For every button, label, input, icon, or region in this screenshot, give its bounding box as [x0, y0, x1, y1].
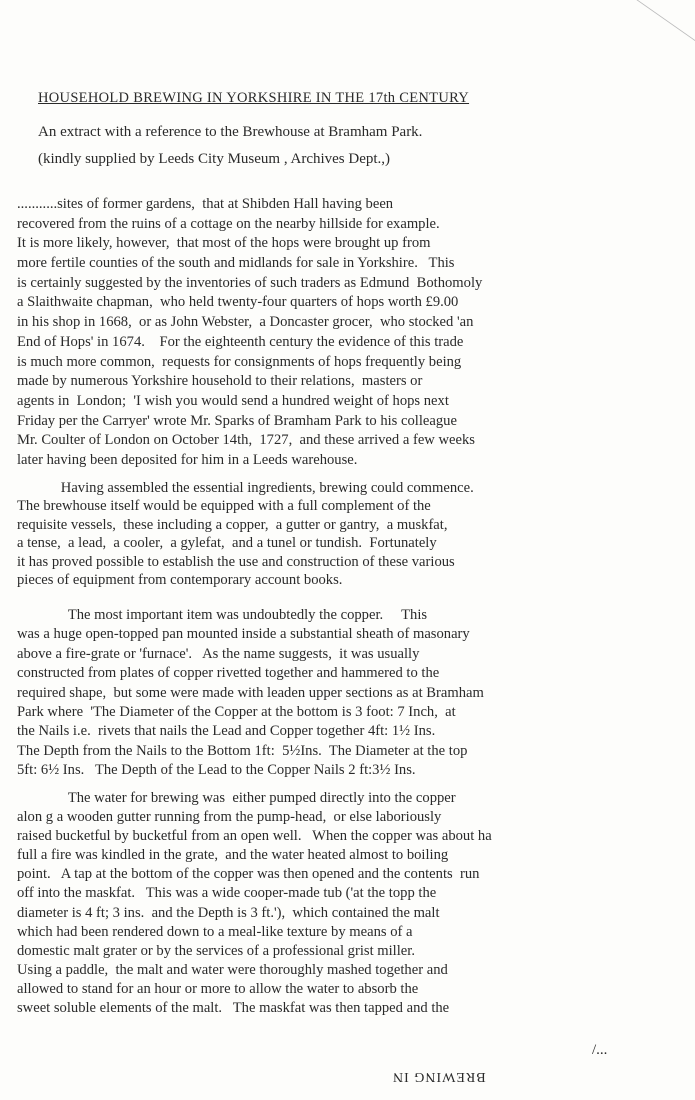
text-line: ...........sites of former gardens, that at Shibden Hall having been — [17, 196, 394, 212]
text-line: pieces of equipment from contemporary account books. — [17, 571, 343, 588]
text-line: a Slaithwaite chapman, who held twenty-four quarters of hops worth £9.00 — [17, 294, 459, 311]
text-line: diameter is 4 ft; 3 ins. and the Depth is 3 ft.'), which contained the malt — [17, 904, 440, 921]
text-line: Friday per the Carryer' wrote Mr. Sparks of Bramham Park to his colleague — [17, 412, 457, 429]
text-line: agents in London; 'I wish you would send a hundred weight of hops next — [17, 392, 449, 409]
text-line: constructed from plates of copper rivetted together and hammered to the — [17, 665, 440, 682]
document-title: HOUSEHOLD BREWING IN YORKSHIRE IN THE 17th CENTURY — [38, 90, 470, 106]
text-line: sweet soluble elements of the malt. The maskfat was then tapped and the — [17, 1000, 450, 1017]
text-line: was a huge open-topped pan mounted inside a substantial sheath of masonary — [17, 626, 470, 643]
text-line: The brewhouse itself would be equipped with a full complement of the — [17, 498, 431, 515]
text-line: recovered from the ruins of a cottage on the nearby hillside for example. — [17, 215, 440, 232]
text-line: domestic malt grater or by the services of a professional grist miller. — [17, 942, 415, 959]
text-line: a tense, a lead, a cooler, a gylefat, and a tunel or tundish. Fortunately — [17, 535, 437, 552]
text-line: which had been rendered down to a meal-like texture by means of a — [17, 923, 413, 940]
text-line: is much more common, requests for consignments of hops frequently being — [17, 353, 462, 370]
text-line: the Nails i.e. rivets that nails the Lead and Copper together 4ft: 1½ Ins. — [17, 723, 436, 740]
text-line: Using a paddle, the malt and water were thoroughly mashed together and — [17, 961, 448, 978]
text-line: requisite vessels, these including a copper, a gutter or gantry, a muskfat, — [17, 516, 448, 533]
text-line: raised bucketful by bucketful from an open well. When the copper was about ha — [17, 828, 492, 845]
text-line: allowed to stand for an hour or more to allow the water to absorb the — [17, 980, 419, 997]
folded-corner — [635, 0, 695, 41]
text-line: The water for brewing was either pumped directly into the copper — [17, 790, 456, 806]
text-line: above a fire-grate or 'furnace'. As the name suggests, it was usually — [17, 645, 420, 662]
paragraph-2 — [17, 479, 474, 589]
text-line: required shape, but some were made with leaden upper sections as at Bramham — [17, 684, 484, 701]
text-line: it has proved possible to establish the use and construction of these various — [17, 553, 455, 570]
paragraph-3 — [17, 606, 484, 781]
text-line: 5ft: 6½ Ins. The Depth of the Lead to the Copper Nails 2 ft:3½ Ins. — [17, 762, 416, 779]
text-line: Mr. Coulter of London on October 14th, 1727, and these arrived a few weeks — [17, 432, 475, 449]
continuation-mark: /... — [592, 1042, 608, 1058]
text-line: alon g a wooden gutter running from the pump-head, or else laboriously — [17, 809, 442, 826]
text-line: The most important item was undoubtedly the copper. This — [17, 607, 428, 623]
paragraph-4 — [17, 789, 492, 1018]
text-line: off into the maskfat. This was a wide cooper-made tub ('at the topp the — [17, 885, 437, 902]
paragraph-1 — [17, 195, 482, 471]
text-line: later having been deposited for him in a Leeds warehouse. — [17, 451, 358, 468]
text-line: It is more likely, however, that most of the hops were brought up from — [17, 235, 431, 252]
text-line: made by numerous Yorkshire household to their relations, masters or — [17, 373, 423, 390]
text-line: End of Hops' in 1674. For the eighteenth century the evidence of this trade — [17, 333, 464, 350]
credit-line: (kindly supplied by Leeds City Museum , Archives Dept.,) — [38, 151, 391, 167]
text-line: point. A tap at the bottom of the copper was then opened and the contents run — [17, 866, 480, 883]
subtitle: An extract with a reference to the Brewhouse at Bramham Park. — [38, 124, 423, 140]
next-page-header-inverted: BREWING IN — [392, 1069, 486, 1084]
text-line: is certainly suggested by the inventories of such traders as Edmund Bothomoly — [17, 274, 483, 291]
text-line: Having assembled the essential ingredients, brewing could commence. — [17, 480, 474, 496]
text-line: full a fire was kindled in the grate, and the water heated almost to boiling — [17, 847, 449, 864]
text-line: Park where 'The Diameter of the Copper at the bottom is 3 foot: 7 Inch, at — [17, 703, 456, 720]
text-line: The Depth from the Nails to the Bottom 1ft: 5½Ins. The Diameter at the top — [17, 742, 468, 759]
text-line: in his shop in 1668, or as John Webster, a Doncaster grocer, who stocked 'an — [17, 314, 474, 331]
text-line: more fertile counties of the south and midlands for sale in Yorkshire. This — [17, 255, 455, 272]
